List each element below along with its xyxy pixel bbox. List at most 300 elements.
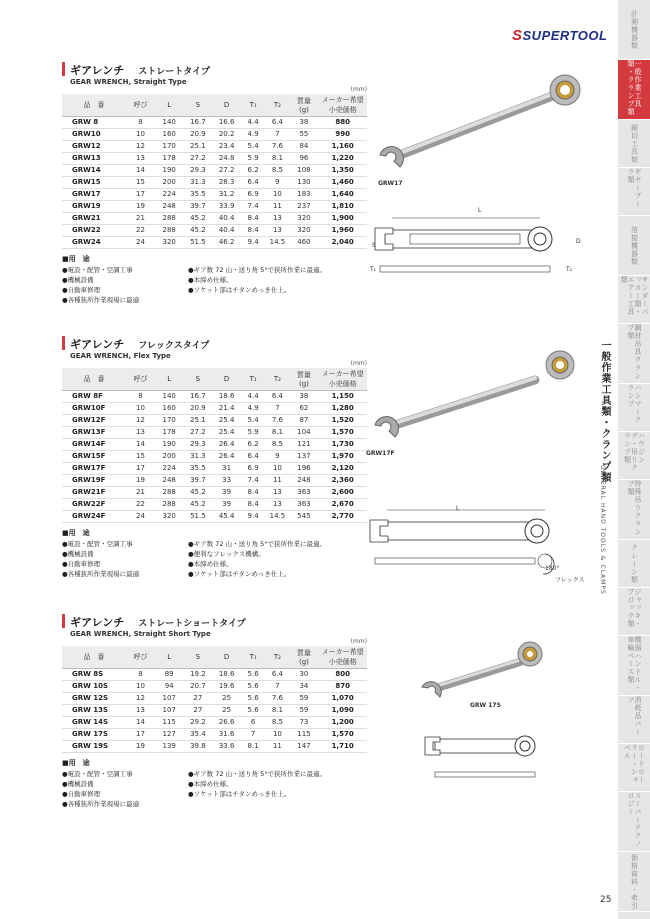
table-cell: 130: [290, 176, 319, 188]
table-cell: 10: [126, 128, 155, 140]
spec-table: [62, 94, 367, 249]
table-cell: 16.6: [212, 116, 241, 128]
table-cell: 8.5: [265, 164, 289, 176]
section-title-en: GEAR WRENCH, Straight Short Type: [70, 630, 211, 638]
table-cell: 21.4: [212, 402, 241, 414]
table-cell: 6.2: [241, 164, 265, 176]
table-cell: 38: [290, 116, 319, 128]
sidebar-tab-8[interactable]: [618, 432, 650, 480]
table-cell: 7.6: [265, 692, 289, 704]
table-cell: 460: [290, 236, 319, 248]
table-cell: GRW13: [62, 152, 126, 164]
sidebar-tab-10[interactable]: [618, 540, 650, 588]
table-cell: 1,570: [318, 426, 367, 438]
section-title-jp: ギアレンチ: [70, 338, 125, 351]
table-cell: 45.2: [184, 212, 213, 224]
table-cell: 27.2: [184, 426, 213, 438]
table-cell: GRW21: [62, 212, 126, 224]
sidebar-tab-15[interactable]: [618, 792, 650, 852]
header-weight-line2: (g): [298, 657, 309, 666]
sidebar-tab-0[interactable]: [618, 0, 650, 60]
table-cell: 10: [265, 188, 289, 200]
header-T1: T₁: [241, 368, 265, 390]
table-cell: 19: [126, 474, 155, 486]
table-row: [62, 188, 367, 200]
table-cell: 9: [265, 450, 289, 462]
table-cell: 7: [241, 728, 265, 740]
feature-item: [188, 295, 368, 304]
table-cell: GRW12F: [62, 414, 126, 426]
table-cell: 2,670: [318, 498, 367, 510]
table-cell: 45.2: [184, 498, 213, 510]
table-cell: 6.4: [241, 450, 265, 462]
table-cell: 320: [155, 236, 184, 248]
table-cell: 26.4: [212, 438, 241, 450]
table-cell: 104: [290, 426, 319, 438]
table-cell: 7.4: [241, 474, 265, 486]
table-cell: 170: [155, 414, 184, 426]
table-cell: 46.2: [212, 236, 241, 248]
table-cell: 18.6: [212, 668, 241, 680]
use-item: ●自動車修理: [62, 559, 101, 568]
table-cell: 248: [290, 474, 319, 486]
use-item: ●電設・配管・空調工事: [62, 265, 133, 274]
header-weight-line2: (g): [298, 105, 309, 114]
sidebar-tab-label: 価格資料・索引: [630, 853, 639, 910]
sidebar-tab-4[interactable]: [618, 216, 650, 276]
table-cell: 13: [126, 152, 155, 164]
table-cell: 288: [155, 212, 184, 224]
table-cell: 40.4: [212, 212, 241, 224]
table-cell: 31: [212, 462, 241, 474]
table-cell: 17: [126, 728, 155, 740]
table-row: [62, 462, 367, 474]
header-D: D: [212, 94, 241, 116]
table-row: [62, 140, 367, 152]
table-cell: 38: [290, 390, 319, 402]
table-cell: 320: [155, 510, 184, 522]
header-L: L: [155, 646, 184, 668]
table-cell: 9: [265, 176, 289, 188]
table-cell: GRW24: [62, 236, 126, 248]
section-type-jp: ストレートタイプ: [138, 67, 210, 77]
table-cell: 190: [155, 438, 184, 450]
section-title: [62, 62, 367, 76]
table-cell: 19.6: [212, 680, 241, 692]
table-cell: 21: [126, 486, 155, 498]
table-cell: 5.9: [241, 426, 265, 438]
table-row: [62, 728, 367, 740]
table-cell: 183: [290, 188, 319, 200]
table-row: [62, 498, 367, 510]
header-T1: T₁: [241, 94, 265, 116]
header-size: 呼び: [126, 646, 155, 668]
table-cell: 27: [184, 692, 213, 704]
sidebar-tab-11[interactable]: [618, 588, 650, 636]
header-price: [318, 94, 367, 116]
table-cell: 2,040: [318, 236, 367, 248]
wrench-diagram-short: [425, 736, 535, 777]
table-row: [62, 128, 367, 140]
section-title-en: GEAR WRENCH, Straight Type: [70, 78, 187, 86]
table-cell: 24.8: [212, 152, 241, 164]
sidebar-tab-label: ハンマークランプ: [627, 384, 642, 424]
header-model: 品 番: [62, 368, 126, 390]
table-cell: 8: [126, 668, 155, 680]
table-cell: 1,090: [318, 704, 367, 716]
table-cell: 7.4: [241, 200, 265, 212]
table-cell: 248: [155, 474, 184, 486]
table-cell: 73: [290, 716, 319, 728]
table-cell: 15: [126, 450, 155, 462]
use-item: ●電設・配管・空調工事: [62, 539, 133, 548]
feature-item: ●本締め仕様。: [188, 275, 233, 284]
table-cell: 25.1: [184, 414, 213, 426]
sidebar-tab-2[interactable]: [618, 120, 650, 168]
table-cell: 15: [126, 176, 155, 188]
uses-heading: ■用 途: [62, 758, 90, 767]
table-cell: 25.4: [212, 414, 241, 426]
table-cell: 14.5: [265, 236, 289, 248]
sidebar-tab-3[interactable]: [618, 168, 650, 216]
header-T2: T₂: [265, 94, 289, 116]
table-cell: 545: [290, 510, 319, 522]
table-cell: 5.9: [241, 152, 265, 164]
sidebar-tab-label: 特殊吊りクランプ類: [627, 480, 642, 536]
table-cell: 22: [126, 224, 155, 236]
table-cell: GRW17: [62, 188, 126, 200]
table-cell: 20.9: [184, 128, 213, 140]
use-item: ●自動車修理: [62, 285, 101, 294]
table-cell: 13: [265, 212, 289, 224]
sidebar-tab-1[interactable]: [618, 60, 650, 120]
table-cell: 12: [126, 692, 155, 704]
sidebar-tab-label: クレーン類: [630, 543, 639, 584]
table-cell: 29.3: [184, 164, 213, 176]
table-cell: 107: [155, 692, 184, 704]
table-row: [62, 740, 367, 752]
table-row: [62, 426, 367, 438]
table-cell: GRW 8F: [62, 390, 126, 402]
use-item: ●各種狭所作業現場に最適: [62, 295, 140, 304]
table-cell: GRW22: [62, 224, 126, 236]
section-title: [62, 336, 367, 350]
table-cell: 224: [155, 462, 184, 474]
table-cell: 13: [126, 426, 155, 438]
header-price-line1: メーカー希望: [321, 369, 364, 378]
feature-item: [188, 799, 368, 808]
table-cell: 39.7: [184, 474, 213, 486]
wrench-illustration-straight: [370, 70, 590, 290]
table-cell: 18.6: [212, 390, 241, 402]
table-cell: GRW17F: [62, 462, 126, 474]
section-short: [62, 614, 367, 808]
table-cell: GRW10F: [62, 402, 126, 414]
feature-item: ●便利なフレックス機構。: [188, 549, 265, 558]
table-cell: 26.4: [212, 450, 241, 462]
page-number: 25: [600, 895, 612, 905]
table-cell: 200: [155, 176, 184, 188]
table-cell: 16.7: [184, 390, 213, 402]
header-L: L: [155, 94, 184, 116]
table-cell: 22: [126, 498, 155, 510]
table-row: [62, 224, 367, 236]
table-cell: 28.3: [212, 176, 241, 188]
table-row: [62, 200, 367, 212]
feature-item: ●本締め仕様。: [188, 559, 233, 568]
table-cell: 19.2: [184, 668, 213, 680]
sidebar-tab-12[interactable]: [618, 636, 650, 696]
wrench-illustration-short: [420, 632, 590, 792]
section-title-jp: ギアレンチ: [70, 64, 125, 77]
table-cell: 5.6: [241, 668, 265, 680]
table-cell: 6.4: [241, 176, 265, 188]
table-cell: 8.4: [241, 486, 265, 498]
table-cell: 224: [155, 188, 184, 200]
table-cell: 2,120: [318, 462, 367, 474]
table-cell: 55: [290, 128, 319, 140]
table-cell: 39.8: [184, 740, 213, 752]
header-price-line1: メーカー希望: [321, 647, 364, 656]
table-cell: 248: [155, 200, 184, 212]
table-cell: 320: [290, 212, 319, 224]
table-cell: 14: [126, 438, 155, 450]
table-cell: 6.9: [241, 188, 265, 200]
table-cell: 25: [212, 692, 241, 704]
use-item: ●機械設備: [62, 549, 94, 558]
table-row: [62, 438, 367, 450]
table-cell: 39: [212, 486, 241, 498]
section-straight: [62, 62, 367, 304]
table-cell: 1,150: [318, 390, 367, 402]
sidebar-tab-label: ハウジング・吊りクランプ類: [623, 432, 646, 472]
header-model: 品 番: [62, 646, 126, 668]
table-cell: 13: [265, 486, 289, 498]
table-cell: 24: [126, 236, 155, 248]
table-cell: 29.2: [184, 716, 213, 728]
header-T1: T₁: [241, 646, 265, 668]
table-cell: 127: [155, 728, 184, 740]
table-cell: 200: [155, 450, 184, 462]
table-cell: 107: [155, 704, 184, 716]
wrench-photo-flex: [375, 351, 574, 437]
header-S: S: [184, 646, 213, 668]
sidebar-tab-14[interactable]: [618, 744, 650, 792]
table-cell: 39.7: [184, 200, 213, 212]
table-cell: GRW14: [62, 164, 126, 176]
table-cell: 160: [155, 402, 184, 414]
flex-label: フレックス: [555, 577, 585, 584]
table-cell: 31.6: [212, 728, 241, 740]
table-cell: 8.4: [241, 498, 265, 510]
table-row: [62, 510, 367, 522]
table-cell: 30: [290, 668, 319, 680]
table-cell: 29.3: [184, 438, 213, 450]
sidebar-tab-label: 機器ハンドル・車輪ベース類: [627, 636, 642, 692]
table-row: [62, 668, 367, 680]
table-cell: 19: [126, 200, 155, 212]
table-cell: 4.9: [241, 128, 265, 140]
feature-item: ●ギア数 72 山・送り角 5°で狭所作業に最適。: [188, 265, 327, 274]
use-item: ●機械設備: [62, 779, 94, 788]
table-cell: 1,970: [318, 450, 367, 462]
table-cell: 8.1: [265, 426, 289, 438]
table-cell: GRW15F: [62, 450, 126, 462]
table-cell: 17: [126, 188, 155, 200]
side-title-en: GENERAL HAND TOOLS & CLAMPS: [599, 465, 606, 595]
table-cell: 62: [290, 402, 319, 414]
use-item: ●電設・配管・空調工事: [62, 769, 133, 778]
section-title-jp: ギアレンチ: [70, 616, 125, 629]
sidebar-tab-13[interactable]: [618, 696, 650, 744]
table-cell: 363: [290, 498, 319, 510]
table-cell: 1,460: [318, 176, 367, 188]
use-item: ●各種狭所作業現場に最適: [62, 799, 140, 808]
table-cell: GRW22F: [62, 498, 126, 510]
table-cell: 5.4: [241, 140, 265, 152]
table-cell: 84: [290, 140, 319, 152]
table-cell: 6.4: [265, 390, 289, 402]
table-cell: 147: [290, 740, 319, 752]
table-cell: 1,520: [318, 414, 367, 426]
header-T2: T₂: [265, 368, 289, 390]
section-type-jp: ストレートショートタイプ: [138, 619, 246, 629]
table-row: [62, 414, 367, 426]
table-cell: 4.4: [241, 390, 265, 402]
table-cell: 115: [155, 716, 184, 728]
table-cell: 1,570: [318, 728, 367, 740]
sidebar-tab-5[interactable]: [618, 276, 650, 324]
table-cell: 1,280: [318, 402, 367, 414]
table-cell: 94: [155, 680, 184, 692]
wrench-illustration-flex: [365, 345, 595, 585]
dim-T1-1: T₁: [370, 266, 377, 273]
table-cell: 170: [155, 140, 184, 152]
table-cell: 39: [212, 498, 241, 510]
sidebar-tab-6[interactable]: [618, 324, 650, 384]
table-cell: 5.6: [241, 704, 265, 716]
table-cell: 14: [126, 716, 155, 728]
table-cell: 8: [126, 116, 155, 128]
table-cell: 24: [126, 510, 155, 522]
header-model: 品 番: [62, 94, 126, 116]
table-header-row: [62, 368, 367, 390]
header-price-line1: メーカー希望: [321, 95, 364, 104]
table-row: [62, 716, 367, 728]
side-title-jp: 一般作業工具類・クランプ類: [599, 340, 610, 483]
table-cell: 178: [155, 426, 184, 438]
table-cell: 33.9: [212, 200, 241, 212]
table-row: [62, 236, 367, 248]
table-cell: 1,200: [318, 716, 367, 728]
figure-label-straight: GRW17: [378, 180, 403, 187]
table-cell: 87: [290, 414, 319, 426]
table-cell: 137: [290, 450, 319, 462]
table-cell: 7.6: [265, 414, 289, 426]
unit-label: (mm): [350, 638, 367, 645]
table-cell: 1,350: [318, 164, 367, 176]
table-cell: GRW10: [62, 128, 126, 140]
section-title-en: GEAR WRENCH, Flex Type: [70, 352, 171, 360]
sidebar-tab-9[interactable]: [618, 480, 650, 540]
header-weight-line1: 質量: [296, 96, 311, 105]
table-cell: 51.5: [184, 510, 213, 522]
table-cell: 870: [318, 680, 367, 692]
table-cell: 5.4: [241, 414, 265, 426]
table-cell: 190: [155, 164, 184, 176]
table-cell: 1,900: [318, 212, 367, 224]
feature-item: ●ソケット部はチタンめっき仕上。: [188, 789, 291, 798]
header-price-line2: 小売価格: [328, 379, 357, 388]
table-cell: 27.2: [212, 164, 241, 176]
table-cell: 20.7: [184, 680, 213, 692]
table-cell: 9.4: [241, 510, 265, 522]
table-cell: 27.2: [184, 152, 213, 164]
table-cell: 27: [184, 704, 213, 716]
table-cell: 21: [126, 212, 155, 224]
table-cell: 33: [212, 474, 241, 486]
table-cell: 89: [155, 668, 184, 680]
table-cell: 20.2: [212, 128, 241, 140]
table-cell: 1,220: [318, 152, 367, 164]
table-cell: 7: [265, 402, 289, 414]
table-cell: 196: [290, 462, 319, 474]
table-cell: 8.5: [265, 438, 289, 450]
table-cell: 40.4: [212, 224, 241, 236]
unit-label: (mm): [350, 360, 367, 367]
header-weight-line2: (g): [298, 379, 309, 388]
table-cell: 140: [155, 390, 184, 402]
table-cell: 23.4: [212, 140, 241, 152]
table-cell: 880: [318, 116, 367, 128]
table-cell: GRW 12S: [62, 692, 126, 704]
table-cell: 4.9: [241, 402, 265, 414]
table-cell: 11: [265, 740, 289, 752]
table-row: [62, 450, 367, 462]
table-cell: 121: [290, 438, 319, 450]
flex-angle: 180°: [545, 565, 560, 572]
table-cell: GRW 17S: [62, 728, 126, 740]
uses-block: [62, 758, 367, 808]
wrench-diagram-straight: [375, 218, 552, 272]
sidebar-tab-label: ジャッキ・ブロック類: [627, 588, 642, 628]
table-cell: 20.9: [184, 402, 213, 414]
brand-logo: SSUPERTOOL: [512, 27, 608, 44]
table-cell: 14.5: [265, 510, 289, 522]
table-row: [62, 486, 367, 498]
table-cell: 1,640: [318, 188, 367, 200]
sidebar-tab-label: 鋸切工具類: [630, 123, 639, 164]
use-item: ●自動車修理: [62, 789, 101, 798]
table-cell: 12: [126, 414, 155, 426]
feature-item: ●ソケット部はチタンめっき仕上。: [188, 569, 291, 578]
table-cell: 1,710: [318, 740, 367, 752]
sidebar-tab-7[interactable]: [618, 384, 650, 432]
table-cell: 2,360: [318, 474, 367, 486]
sidebar-tab-label: 計測機器類: [630, 9, 639, 50]
table-cell: 45.2: [184, 486, 213, 498]
table-cell: 10: [126, 402, 155, 414]
table-cell: 26.6: [212, 716, 241, 728]
table-cell: 5.6: [241, 692, 265, 704]
table-row: [62, 692, 367, 704]
unit-label: (mm): [350, 86, 367, 93]
sidebar-tab-16[interactable]: [618, 852, 650, 912]
table-cell: 7: [265, 128, 289, 140]
table-cell: 8.1: [265, 704, 289, 716]
table-cell: 7: [265, 680, 289, 692]
table-cell: 45.4: [212, 510, 241, 522]
